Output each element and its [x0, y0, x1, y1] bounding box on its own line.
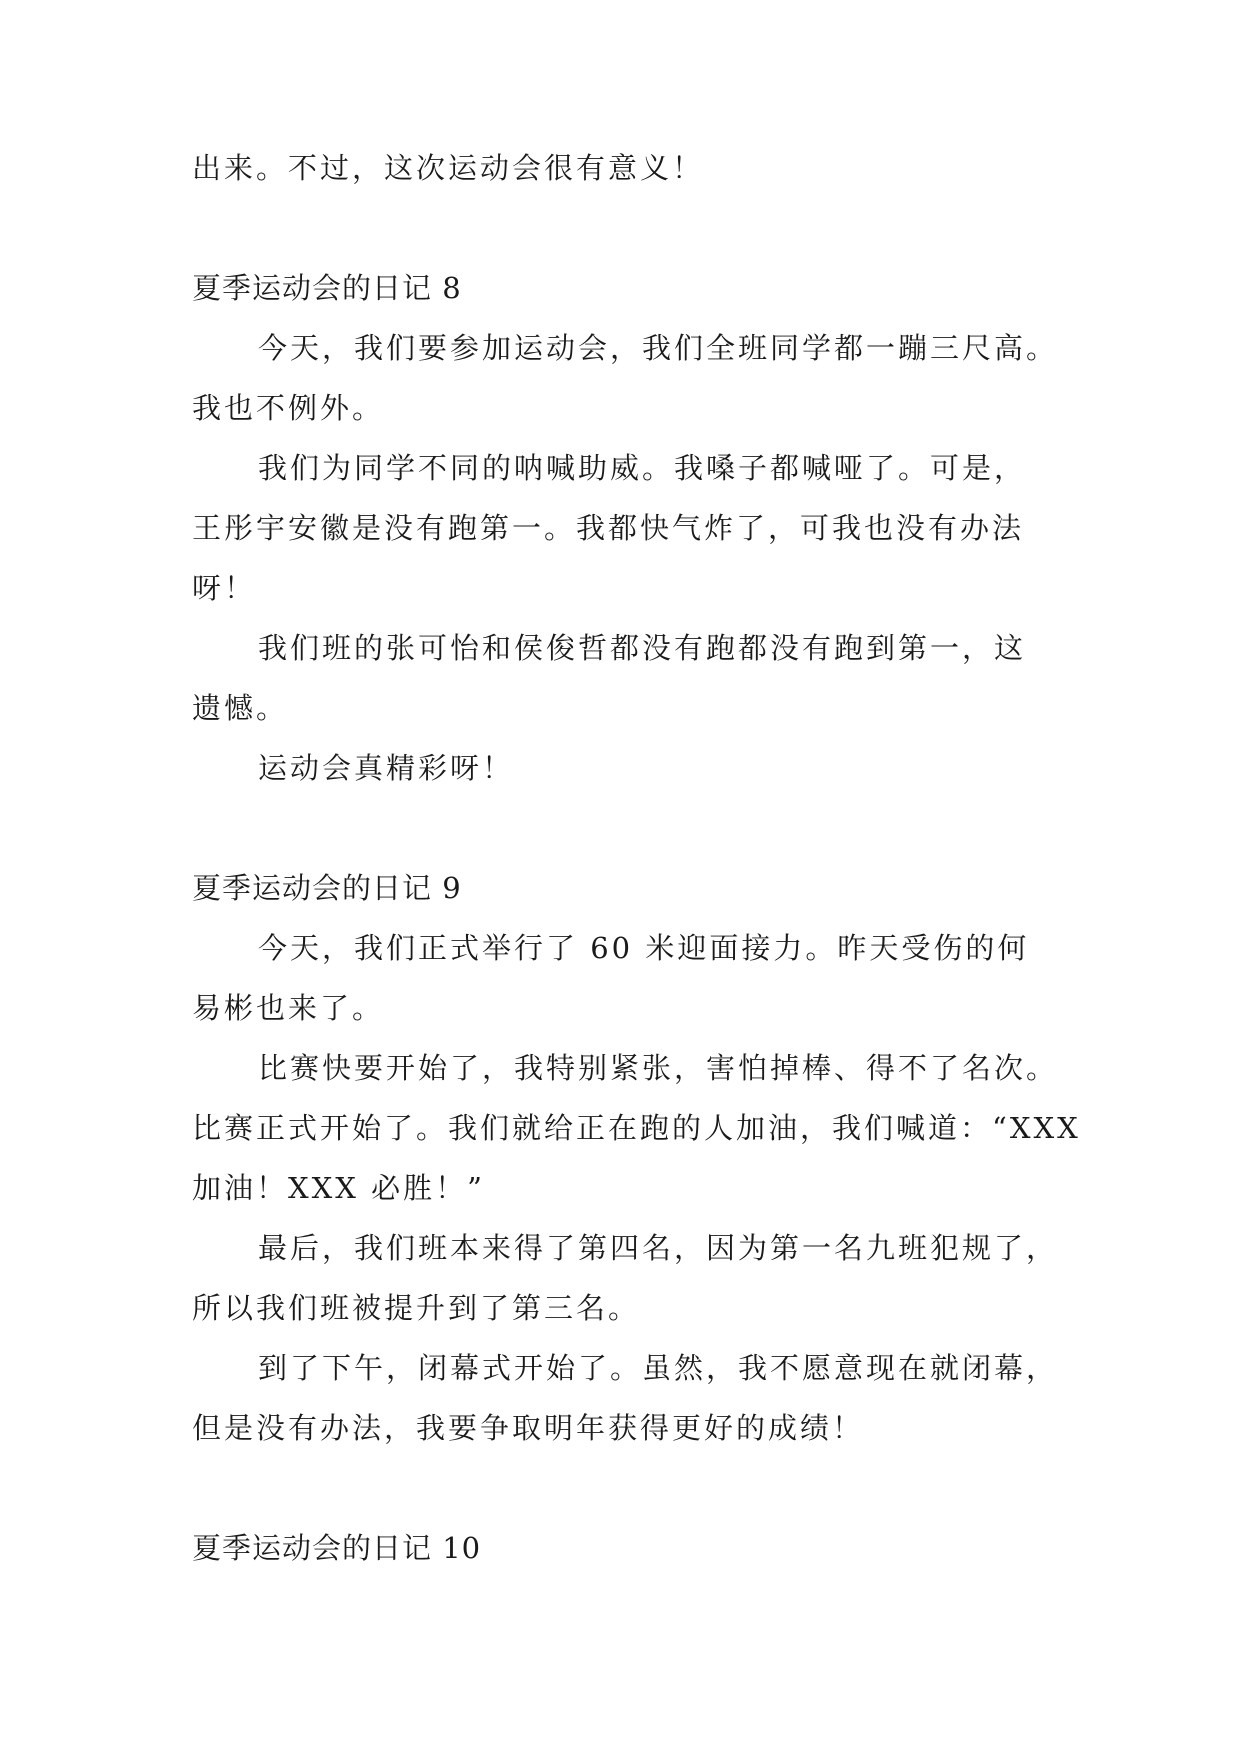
- paragraph-line: 今天，我们要参加运动会，我们全班同学都一蹦三尺高。: [258, 331, 1059, 365]
- body-line: 但是没有办法，我要争取明年获得更好的成绩！: [192, 1411, 865, 1445]
- section-heading-9: 夏季运动会的日记 9: [192, 871, 462, 905]
- paragraph-line: 比赛快要开始了，我特别紧张，害怕掉棒、得不了名次。: [258, 1051, 1059, 1085]
- paragraph-line: 我们为同学不同的呐喊助威。我嗓子都喊哑了。可是，: [258, 451, 1027, 485]
- body-line: 王彤宇安徽是没有跑第一。我都快气炸了，可我也没有办法: [192, 511, 1025, 545]
- body-line: 加油！XXX 必胜！”: [192, 1171, 485, 1205]
- blank-line: [192, 798, 1054, 858]
- body-line: 所以我们班被提升到了第三名。: [192, 1291, 641, 1325]
- body-line: 遗憾。: [192, 691, 289, 725]
- paragraph-line: 最后，我们班本来得了第四名，因为第一名九班犯规了，: [258, 1231, 1059, 1265]
- body-line: 比赛正式开始了。我们就给正在跑的人加油，我们喊道：“XXX: [192, 1111, 1081, 1145]
- section-heading-8: 夏季运动会的日记 8: [192, 271, 462, 305]
- body-line: 易彬也来了。: [192, 991, 385, 1025]
- blank-line: [192, 1458, 1054, 1518]
- body-line: 出来。不过，这次运动会很有意义！: [192, 151, 705, 185]
- blank-line: [192, 198, 1054, 258]
- paragraph-line: 到了下午，闭幕式开始了。虽然，我不愿意现在就闭幕，: [258, 1351, 1059, 1385]
- document-body: [192, 138, 1081, 1578]
- paragraph-line: 我们班的张可怡和侯俊哲都没有跑都没有跑到第一，这: [258, 631, 1027, 665]
- paragraph-line: 今天，我们正式举行了 60 米迎面接力。昨天受伤的何: [258, 931, 1030, 965]
- section-heading-10: 夏季运动会的日记 10: [192, 1531, 482, 1565]
- body-line: 我也不例外。: [192, 391, 385, 425]
- body-line: 呀！: [192, 571, 257, 605]
- paragraph-line: 运动会真精彩呀！: [258, 751, 515, 785]
